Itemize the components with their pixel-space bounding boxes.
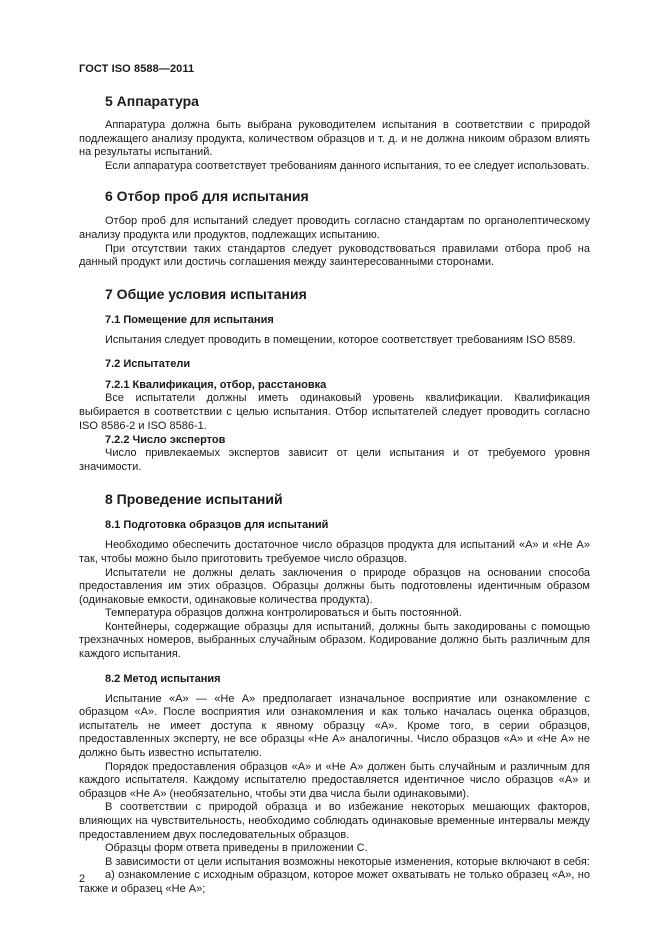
section-6-paragraph-2: При отсутствии таких стандартов следует руководствоваться правилами отбора проб на данный продукт или достичь соглашения между заинтересованными сторонами. (79, 242, 590, 269)
section-8-2-paragraph-3: В соответствии с природой образца и во избежание некоторых мешающих факторов, влияющих на чувствительность, необходимо соблюдать одинаковые временные интервалы между предоставлением двух последовательных образцов. (79, 801, 590, 841)
section-5-paragraph-1: Аппаратура должна быть выбрана руководителем испытания в соответствии с природой подлежащего анализу продукта, количеством образцов и т. д. и не должна никоим образом влиять на результаты испытаний. (79, 119, 590, 159)
section-8-1-paragraph-4: Контейнеры, содержащие образцы для испытаний, должны быть закодированы с помощью трехзначных номеров, выбранных случайным образом. Кодирование должно быть различным для каждого испытания. (79, 620, 590, 661)
page-content (79, 92, 590, 897)
section-6-paragraph-1: Отбор проб для испытаний следует проводить согласно стандартам по органолептическому анализу продукта или продуктов, подлежащих испытанию. (79, 215, 590, 241)
section-8-1-paragraph-1: Необходимо обеспечить достаточное число образцов продукта для испытаний «А» и «Не А» так, чтобы можно было приготовить требуемое число образцов. (79, 539, 590, 565)
section-7-1-paragraph: Испытания следует проводить в помещении, которое соответствует требованиям ISO 8589. (105, 333, 576, 346)
section-8-2-title: 8.2 Метод испытания (105, 672, 221, 685)
section-5-title: 5 Аппаратура (105, 93, 199, 109)
section-8-1-title: 8.1 Подготовка образцов для испытаний (105, 519, 329, 532)
section-7-2-1-title: 7.2.1 Квалификация, отбор, расстановка (105, 379, 327, 392)
section-7-2-2-title: 7.2.2 Число экспертов (105, 434, 226, 447)
section-7-2-2-paragraph: Число привлекаемых экспертов зависит от цели испытания и от требуемого уровня значимости. (79, 447, 590, 473)
section-7-title: 7 Общие условия испытания (105, 285, 307, 302)
section-8-2-paragraph-6: а) ознакомление с исходным образцом, которое может охватывать не только образец «А», но также и образец «Не А»; (79, 869, 590, 895)
section-8-1-paragraph-3: Температура образцов должна контролироваться и быть постоянной. (105, 607, 462, 620)
section-7-1-title: 7.1 Помещение для испытания (105, 313, 274, 326)
document-header: ГОСТ ISO 8588—2011 (79, 63, 195, 75)
page-number: 2 (79, 873, 86, 885)
section-8-2-paragraph-2: Порядок предоставления образцов «А» и «Не А» должен быть случайным и различным для каждого испытателя. Каждому испытателю предоставляется идентичное число образцов «А» и образцов «Не А» (необязательно, чтобы эти два числа были одинаковыми). (79, 760, 590, 800)
section-8-2-paragraph-1: Испытание «А» — «Не А» предполагает изначальное восприятие или ознакомление с образцом «А». После восприятия или ознакомления и как только началась оценка образцов, испытатель не имеет доступа к явному образцу «А». Кроме того, в серии образцов, предоставленных эксперту, не все образцы «Не А» аналогичны. Число образцов «А» и «Не А» не должно быть известно испытателю. (79, 692, 590, 760)
section-8-2-paragraph-5: В зависимости от цели испытания возможны некоторые изменения, которые включают в себя: (105, 855, 590, 868)
section-7-2-1-paragraph: Все испытатели должны иметь одинаковый уровень квалификации. Квалификация выбирается в соответствии с целью испытания. Отбор испытателей следует проводить согласно ISO 8586-2 и ISO 8586-1. (79, 392, 590, 432)
section-5-paragraph-2: Если аппаратура соответствует требованиям данного испытания, то ее следует использовать. (105, 159, 590, 172)
section-6-title: 6 Отбор проб для испытания (105, 188, 309, 205)
section-8-title: 8 Проведение испытаний (105, 491, 283, 508)
section-7-2-title: 7.2 Испытатели (105, 358, 191, 371)
section-8-2-paragraph-4: Образцы форм ответа приведены в приложении С. (105, 842, 368, 855)
section-8-1-paragraph-2: Испытатели не должны делать заключения о природе образцов на основании способа предоставления им этих образцов. Образцы должны быть подготовлены идентичным образом (одинаковые емкости, одинаковые количества продукта). (79, 566, 590, 606)
